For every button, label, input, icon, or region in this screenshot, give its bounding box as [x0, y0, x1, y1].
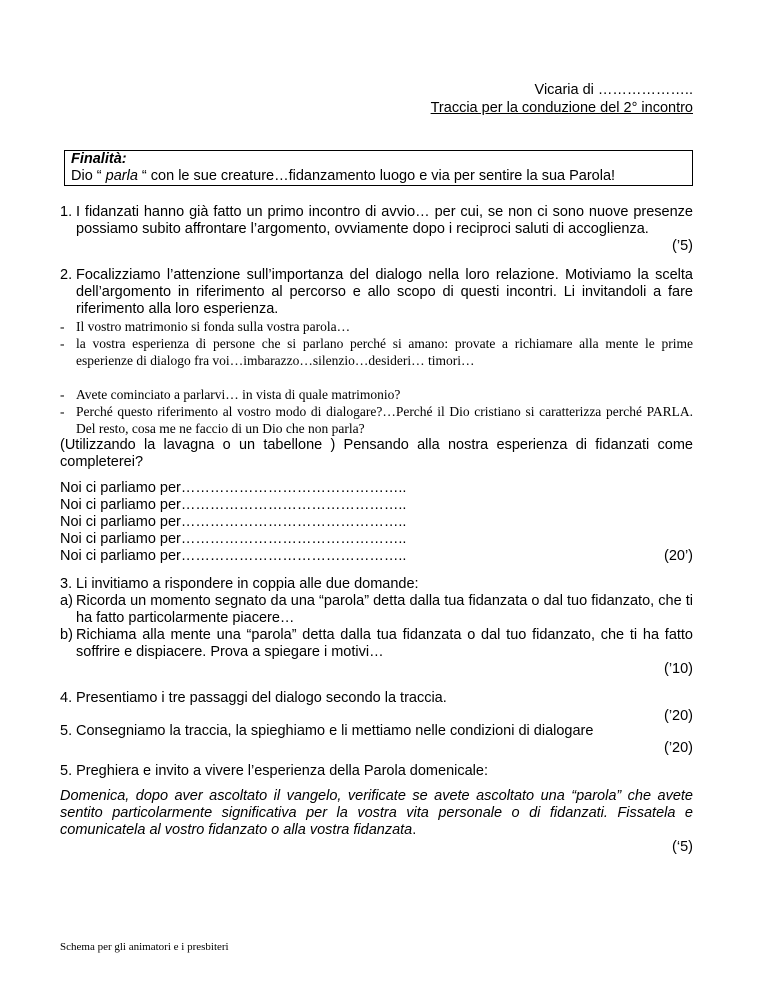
item-1-time: (’5): [672, 238, 693, 254]
item-3-b: [60, 627, 693, 661]
item-2-number: 2.: [60, 267, 73, 283]
item-2-time: (20’): [663, 548, 693, 564]
closing-text: Domenica, dopo aver ascoltato il vangelo, verificate se avete ascoltato una “parola” che avete sentito particolarmente significativa per la vostra vita personale o di fidanzati. Fissatela e comunicatela al vostro fidanzato o alla vostra fidanzata: [60, 788, 693, 838]
item-2-after: (Utilizzando la lavagna o un tabellone ) Pensando alla nostra esperienza di fidanzati come completerei?: [60, 437, 693, 470]
item-2-bullet-4: - Perché questo riferimento al vostro modo di dialogare?…Perché il Dio cristiano si caratterizza perché PARLA. Del resto, cosa me ne faccio di un Dio che non parla?: [60, 404, 693, 436]
fill-line: Noi ci parliamo per………………………………………..: [60, 531, 407, 547]
item-5b: 5. Preghiera e invito a vivere l’esperienza della Parola domenicale:: [60, 763, 488, 779]
document-title: Traccia per la conduzione del 2° incontro: [430, 100, 693, 116]
item-1-number: 1.: [60, 204, 73, 220]
item-4-number: 4.: [60, 690, 73, 706]
bullet-dash: -: [60, 319, 65, 334]
fill-line: Noi ci parliamo per………………………………………..: [60, 548, 407, 564]
page-footer: Schema per gli animatori e i presbiteri: [60, 941, 229, 953]
item-4: [60, 690, 693, 707]
item-5-text: Consegniamo la traccia, la spieghiamo e li mettiamo nelle condizioni di dialogare: [76, 723, 594, 739]
item-3-time: (’10): [663, 661, 693, 677]
finalita-label: Finalità:: [71, 151, 127, 167]
item-2-bullet-1: - Il vostro matrimonio si fonda sulla vostra parola…: [60, 319, 351, 334]
bullet-dash: -: [60, 387, 65, 402]
item-3-a-label: a): [60, 593, 73, 609]
finalita-text: [71, 168, 692, 185]
bullet-dash: -: [60, 336, 65, 351]
item-3-b-label: b): [60, 627, 73, 643]
finalita-box: [64, 150, 693, 186]
vicaria-line: Vicaria di ………………..: [534, 82, 693, 98]
item-3-a: [60, 593, 693, 627]
item-1-text: I fidanzati hanno già fatto un primo incontro di avvio… per cui, se non ci sono nuove presenze possiamo subito affrontare l’argomento, ovviamente dopo i reciproci saluti di accoglienza.: [76, 204, 693, 237]
item-3-b-text: Richiama alla mente una “parola” detta dalla tua fidanzata o dal tuo fidanzato, che ti ha fatto soffrire e dispiacere. Prova a spiegare i motivi…: [76, 627, 693, 660]
finalita-text-pre: Dio “: [71, 168, 106, 184]
closing-paragraph: [60, 788, 693, 839]
fill-line: Noi ci parliamo per………………………………………..: [60, 514, 407, 530]
item-5-number: 5.: [60, 723, 73, 739]
finalita-text-post: “ con le sue creature…fidanzamento luogo e via per sentire la sua Parola!: [137, 168, 616, 184]
item-2-text: Focalizziamo l’attenzione sull’importanza del dialogo nella loro relazione. Motiviamo la scelta dell’argomento in riferimento al percorso e allo scopo di questi incontri. Li invitandoli a fare riferimento alla loro esperienza.: [76, 267, 693, 317]
fill-line: Noi ci parliamo per………………………………………..: [60, 480, 407, 496]
item-3-a-text: Ricorda un momento segnato da una “parola” detta dalla tua fidanzata o dal tuo fidanzato, che ti ha fatto particolarmente piacere…: [76, 593, 693, 626]
item-4-time: (’20): [663, 708, 693, 724]
item-2-bullet-2: - la vostra esperienza di persone che si parlano perché si amano: provate a richiamare alla mente le prime esperienze di dialogo fra voi…imbarazzo…silenzio…desideri… timori…: [60, 336, 693, 368]
item-3: [60, 576, 693, 593]
item-5: [60, 723, 693, 740]
item-2-bullet-3: - Avete cominciato a parlarvi… in vista di quale matrimonio?: [60, 387, 401, 402]
item-5-time: (’20): [663, 740, 693, 756]
item-3-number: 3.: [60, 576, 73, 592]
closing-time: (‘5): [672, 839, 693, 855]
item-4-text: Presentiamo i tre passaggi del dialogo secondo la traccia.: [76, 690, 447, 706]
bullet-dash: -: [60, 404, 65, 419]
item-3-text: Li invitiamo a rispondere in coppia alle due domande:: [76, 576, 419, 592]
item-1: [60, 204, 693, 238]
finalita-text-em: parla: [105, 168, 138, 184]
closing-dot: .: [412, 822, 417, 838]
item-2: [60, 267, 693, 318]
fill-line: Noi ci parliamo per………………………………………..: [60, 497, 407, 513]
